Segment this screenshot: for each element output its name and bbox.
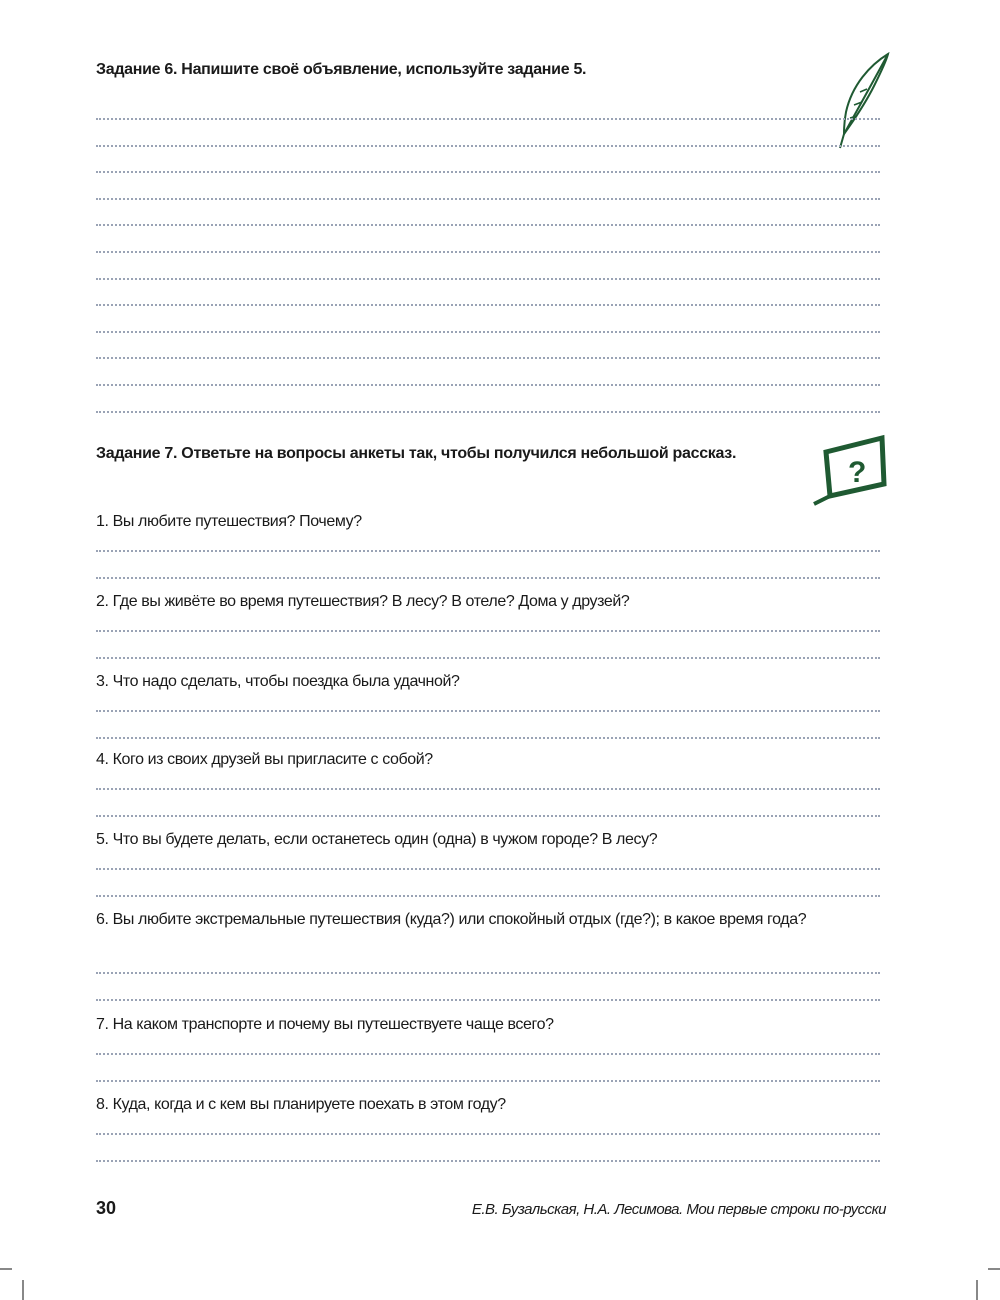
answer-line[interactable]	[96, 1080, 880, 1082]
answer-line[interactable]	[96, 118, 880, 120]
answer-line[interactable]	[96, 145, 880, 147]
answer-line[interactable]	[96, 1133, 880, 1135]
feather-pen-icon	[830, 50, 895, 150]
task7-title: Задание 7. Ответьте на вопросы анкеты так, чтобы получился небольшой рассказ.	[96, 445, 737, 462]
answer-line[interactable]	[96, 630, 880, 632]
crop-mark	[0, 1268, 12, 1270]
question-text: 6. Вы любите экстремальные путешествия (куда?) или спокойный отдых (где?); в какое время года?	[96, 911, 807, 928]
answer-line[interactable]	[96, 411, 880, 413]
answer-line[interactable]	[96, 251, 880, 253]
task6-title: Задание 6. Напишите своё объявление, используйте задание 5.	[96, 61, 587, 78]
question-text: 3. Что надо сделать, чтобы поездка была удачной?	[96, 673, 460, 690]
question-text: 8. Куда, когда и с кем вы планируете поехать в этом году?	[96, 1096, 506, 1113]
question-text: 7. На каком транспорте и почему вы путешествуете чаще всего?	[96, 1016, 554, 1033]
answer-line[interactable]	[96, 1160, 880, 1162]
answer-line[interactable]	[96, 737, 880, 739]
answer-line[interactable]	[96, 577, 880, 579]
question-board-icon	[808, 432, 890, 507]
question-text: 2. Где вы живёте во время путешествия? В лесу? В отеле? Дома у друзей?	[96, 593, 630, 610]
answer-line[interactable]	[96, 198, 880, 200]
answer-line[interactable]	[96, 1053, 880, 1055]
answer-line[interactable]	[96, 331, 880, 333]
answer-line[interactable]	[96, 171, 880, 173]
book-reference: Е.В. Бузальская, Н.А. Лесимова. Мои первые строки по-русски	[471, 1201, 886, 1218]
answer-line[interactable]	[96, 657, 880, 659]
question-text: 4. Кого из своих друзей вы пригласите с собой?	[96, 751, 433, 768]
question-text: 5. Что вы будете делать, если останетесь один (одна) в чужом городе? В лесу?	[96, 831, 658, 848]
answer-line[interactable]	[96, 304, 880, 306]
answer-line[interactable]	[96, 999, 880, 1001]
question-text: 1. Вы любите путешествия? Почему?	[96, 513, 362, 530]
answer-line[interactable]	[96, 868, 880, 870]
svg-text:?: ?	[848, 456, 867, 489]
answer-line[interactable]	[96, 357, 880, 359]
crop-mark	[976, 1280, 978, 1300]
answer-line[interactable]	[96, 550, 880, 552]
answer-line[interactable]	[96, 384, 880, 386]
crop-mark	[22, 1280, 24, 1300]
answer-line[interactable]	[96, 278, 880, 280]
answer-line[interactable]	[96, 224, 880, 226]
page-number: 30	[96, 1198, 117, 1218]
answer-line[interactable]	[96, 895, 880, 897]
answer-line[interactable]	[96, 788, 880, 790]
answer-line[interactable]	[96, 815, 880, 817]
answer-line[interactable]	[96, 710, 880, 712]
answer-line[interactable]	[96, 972, 880, 974]
crop-mark	[988, 1268, 1000, 1270]
